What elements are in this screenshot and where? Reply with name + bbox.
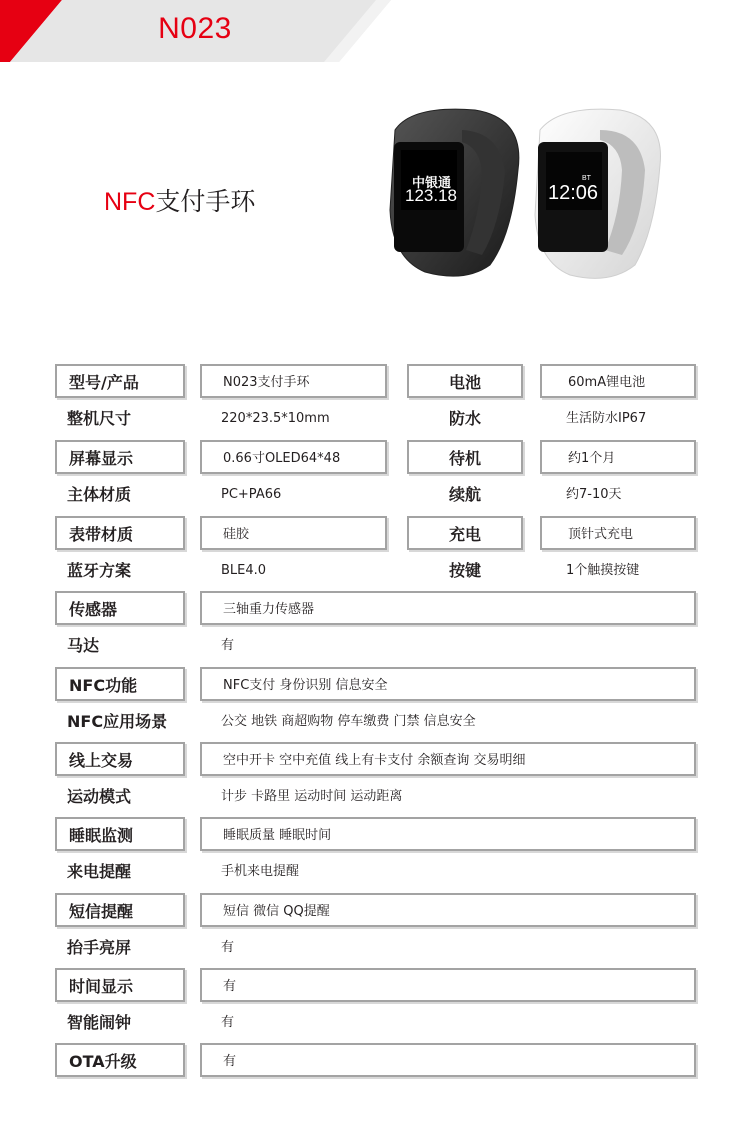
spec-label: 睡眠监测 [55, 817, 185, 851]
spec-label: 传感器 [55, 591, 185, 625]
spec-value-right: 60mA锂电池 [540, 364, 696, 398]
spec-label-right: 续航 [448, 485, 481, 504]
model-title: N023 [158, 12, 232, 45]
spec-value: 硅胶 [200, 516, 387, 550]
spec-label: 整机尺寸 [67, 409, 132, 428]
spec-value-right: 生活防水IP67 [566, 411, 647, 426]
white-band-screen-time: 12:06 [548, 182, 599, 204]
spec-value: 有 [200, 968, 696, 1002]
spec-value: 计步 卡路里 运动时间 运动距离 [221, 789, 403, 804]
spec-value: 有 [221, 1015, 235, 1030]
product-name-nfc: NFC [104, 188, 156, 216]
spec-value: 短信 微信 QQ提醒 [200, 893, 696, 927]
spec-label-right: 待机 [407, 440, 523, 474]
spec-label: 马达 [67, 636, 100, 655]
black-band-screen-label: 中银通 [412, 175, 452, 190]
spec-value-right: 1个触摸按键 [566, 563, 640, 578]
spec-value: 有 [221, 638, 235, 653]
product-name-text: 支付手环 [155, 187, 256, 216]
bluetooth-icon: BT [582, 175, 591, 182]
spec-label: NFC功能 [55, 667, 185, 701]
spec-value: PC+PA66 [221, 487, 282, 502]
spec-label: 运动模式 [67, 787, 132, 806]
spec-value: 空中开卡 空中充值 线上有卡支付 余额查询 交易明细 [200, 742, 696, 776]
spec-value: NFC支付 身份识别 信息安全 [200, 667, 696, 701]
spec-label-right: 按键 [448, 561, 481, 580]
spec-value-right: 约1个月 [540, 440, 696, 474]
spec-value: 三轴重力传感器 [200, 591, 696, 625]
spec-label: 来电提醒 [67, 862, 132, 881]
spec-label-right: 防水 [448, 409, 481, 428]
spec-label: 时间显示 [55, 968, 185, 1002]
spec-label: 主体材质 [67, 485, 132, 504]
spec-value: 0.66寸OLED64*48 [200, 440, 387, 474]
spec-label: 蓝牙方案 [67, 561, 132, 580]
spec-label: 表带材质 [55, 516, 185, 550]
spec-value: 220*23.5*10mm [221, 411, 330, 426]
header-banner [0, 0, 751, 62]
spec-value: 有 [221, 940, 235, 955]
spec-label: 短信提醒 [55, 893, 185, 927]
black-band-screen-amount: 123.18 [405, 186, 457, 205]
spec-label-right: 充电 [407, 516, 523, 550]
spec-label: 抬手亮屏 [67, 938, 132, 957]
spec-label-right: 电池 [407, 364, 523, 398]
spec-value: 睡眠质量 睡眠时间 [200, 817, 696, 851]
spec-value: 有 [200, 1043, 696, 1077]
spec-label: OTA升级 [55, 1043, 185, 1077]
spec-label: 智能闹钟 [67, 1013, 132, 1032]
product-name [104, 182, 255, 218]
spec-value-right: 约7-10天 [566, 487, 622, 502]
spec-value: BLE4.0 [221, 563, 267, 578]
spec-label: NFC应用场景 [67, 712, 168, 731]
spec-label: 屏幕显示 [55, 440, 185, 474]
spec-label: 型号/产品 [55, 364, 185, 398]
spec-label: 线上交易 [55, 742, 185, 776]
spec-value: N023支付手环 [200, 364, 387, 398]
spec-value: 公交 地铁 商超购物 停车缴费 门禁 信息安全 [221, 714, 476, 729]
spec-value-right: 顶针式充电 [540, 516, 696, 550]
banner-shape [0, 0, 751, 62]
spec-value: 手机来电提醒 [221, 864, 300, 879]
